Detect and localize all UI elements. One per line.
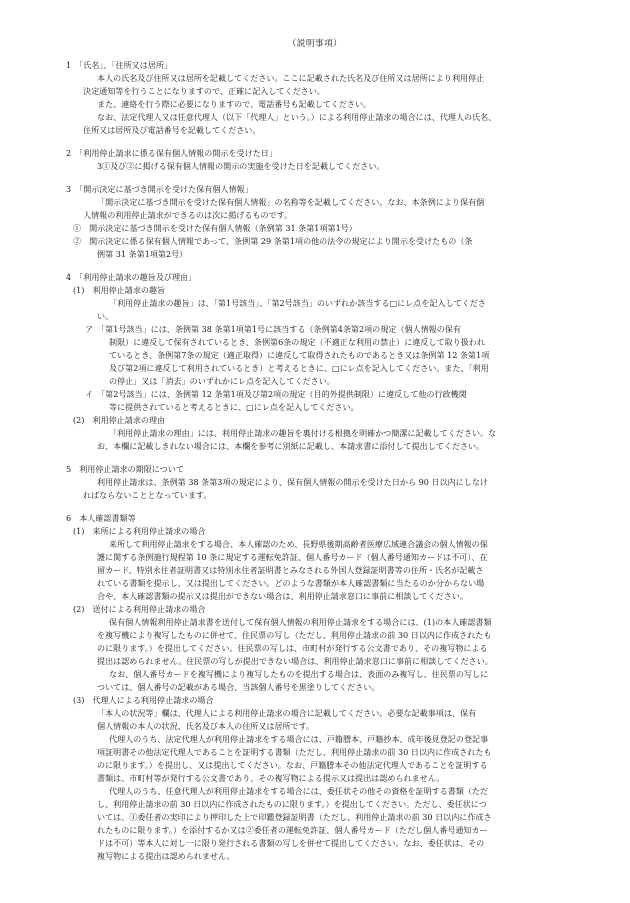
text-line: なお、法定代理人又は任意代理人（以下「代理人」という。）による利用停止請求の場合には、代理人の氏名、 — [97, 113, 497, 122]
text-line: 「開示決定に基づき開示を受けた保有個人情報」の名称等を記載してください。なお、本条例により保有個 — [97, 198, 485, 207]
section-4-heading: 4 「利用停止請求の趣旨及び理由」 — [66, 273, 197, 282]
text-line: 「利用停止請求の趣旨」は、「第1号該当」、「第2号該当」のいずれか該当する□にレ点を記入してくださ — [109, 299, 486, 308]
text-line: お、本欄に記載しきれない場合には、本欄を参考に別紙に記載し、本請求書に添付して提出してください。 — [97, 442, 485, 451]
subsection-heading: (1) 来所による利用停止請求の場合 — [73, 527, 206, 536]
text-line: 「本人の状況等」欄は、代理人による利用停止請求の場合に記載してください。必要な記載事項は、保有 — [97, 709, 477, 718]
section-5-heading: 5 利用停止請求の期限について — [66, 465, 184, 474]
subsection-heading: (1) 利用停止請求の趣旨 — [73, 286, 166, 295]
text-line: のに限ります。）を提出し、又は提出してください。なお、戸籍謄本その他法定代理人であることを証明する — [97, 761, 488, 770]
text-line: ているとき、条例第7条の規定（適正取得）に違反して取得されたものであるとき又は条例第 12 条第1項 — [109, 351, 490, 360]
section-3-heading: 3 「開示決定に基づき開示を受けた保有個人情報」 — [66, 185, 253, 194]
text-line: 提出は認められません。住民票の写しが提出できない場合は、利用停止請求窓口に事前に相談してください。 — [97, 657, 493, 666]
text-line: ア 「第1号該当」には、条例第 38 条第1項第1号に該当する（条例第4条第2項の規定（個人情報の保有 — [85, 325, 461, 334]
section-2-heading: 2 「利用停止請求に係る保有個人情報の開示を受けた日」 — [66, 149, 277, 158]
document-title: （説明事項） — [287, 39, 343, 49]
text-line: 等に提供されていると考えるときに、□にレ点を記入してください。 — [109, 403, 359, 412]
text-line: 制限）に違反して保有されているとき、条例第6条の規定（不適正な利用の禁止）に違反して取り扱われ — [109, 338, 485, 347]
text-line: の停止」又は「消去」のいずれかにレ点を記入してください。 — [109, 377, 335, 386]
text-line: 保有個人情報利用停止請求書を送付して保有個人情報の利用停止請求をする場合には、(1)の本人確認書類 — [109, 618, 492, 627]
text-line: 例第 31 条第1項第2号） — [97, 250, 188, 259]
text-line: 及び第2項に違反して利用されているとき）と考えるときに、□にレ点を記入してください。また、「利用 — [109, 364, 489, 373]
text-line: し、利用停止請求の前 30 日以内に作成されたものに限ります。）を提出してください。ただし、委任状につ — [97, 800, 487, 809]
text-line: 決定通知等を行うことになりますので、正確に記入してください。 — [83, 87, 325, 96]
text-line: ればならないこととなっています。 — [83, 491, 212, 500]
text-line: ② 開示決定に係る保有個人情報であって、条例第 29 条第1項の他の法令の規定により開示を受けたもの（条 — [73, 237, 473, 246]
text-line: 護に関する条例施行規程第 10 条に規定する運転免許証、個人番号カード（個人番号通知カードは不可）、在 — [97, 553, 488, 562]
text-line: 人情報の利用停止請求ができるのは次に掲げるものです。 — [83, 211, 293, 220]
text-line: 利用停止請求は、条例第 38 条第3項の規定により、保有個人情報の開示を受けた日から 90 日以内にしなけ — [97, 478, 488, 487]
text-line: 留カード、特別永住者証明書又は特別永住者証明書とみなされる外国人登録証明書等の住所・氏名が記載さ — [97, 566, 484, 575]
section-6-heading: 6 本人確認書類等 — [66, 514, 136, 523]
text-line: のに限ります。）を提出してください。住民票の写しは、市町村が発行する公文書であり、その複写物による — [97, 644, 488, 653]
text-line: 3①及び②に掲げる保有個人情報の開示の実施を受けた日を記載してください。 — [97, 162, 385, 171]
subsection-heading: (2) 送付による利用停止請求の場合 — [73, 605, 206, 614]
text-line: れている書類を提示し、又は提出してください。どのような書類が本人確認書類に当たるのか分からない場 — [97, 579, 485, 588]
text-line: 住所又は居所及び電話番号を記載してください。 — [83, 126, 261, 135]
text-line: 合や、本人確認書類の提示又は提出ができない場合は、利用停止請求窓口に事前に相談してください。 — [97, 592, 468, 601]
text-line: 項証明書その他法定代理人であることを証明する書類（ただし、利用停止請求の前 30 日以内に作成されたも — [97, 748, 492, 757]
text-line: ① 開示決定に基づき開示を受けた保有個人情報（条例第 31 条第1項第1号） — [73, 224, 357, 233]
text-line: また、連絡を行う際に必要になりますので、電話番号も記載してください。 — [97, 100, 372, 109]
text-line: い。 — [97, 312, 114, 321]
text-line: ついては、個人番号の記載がある場合、当該個人番号を黒塗りしてください。 — [97, 683, 380, 692]
text-line: 代理人のうち、任意代理人が利用停止請求をする場合には、委任状その他その資格を証明する書類（ただ — [109, 787, 489, 796]
text-line: ドは不可）等本人に対し一に限り発行される書類の写しを併せて提出してください。なお、委任状は、その — [97, 839, 485, 848]
text-line: を複写機により複写したものに併せて、住民票の写し（ただし、利用停止請求の前 30 日以内に作成されたも — [97, 631, 492, 640]
text-line: 代理人のうち、法定代理人が利用停止請求をする場合には、戸籍謄本、戸籍抄本、成年後見登記の登記事 — [109, 735, 489, 744]
subsection-heading: (2) 利用停止請求の理由 — [73, 416, 166, 425]
text-line: 来所して利用停止請求をする場合、本人確認のため、長野県後期高齢者医療広域連合議会の個人情報の保 — [109, 540, 488, 549]
text-line: 「利用停止請求の理由」には、利用停止請求の趣旨を裏付ける根拠を明確かつ簡潔に記載してください。な — [109, 429, 497, 438]
subsection-heading: (3) 代理人による利用停止請求の場合 — [73, 696, 214, 705]
section-1-heading: 1 「氏名」、「住所又は居所」 — [66, 61, 173, 70]
text-line: いては、①委任者の実印により押印した上で印鑑登録証明書（ただし、利用停止請求の前 30 日以内に作成さ — [97, 813, 492, 822]
text-line: なお、個人番号カードを複写機により複写したものを提出する場合は、表面のみ複写し、住民票の写しに — [109, 670, 489, 679]
text-line: れたものに限ります。）を添付するか又は②委任者の運転免許証、個人番号カード（ただし個人番号通知カー — [97, 826, 488, 835]
text-line: 書類は、市町村等が発行する公文書であり、その複写物による提示又は提出は認められません。 — [97, 774, 445, 783]
text-line: 複写物による提出は認められません。 — [97, 852, 235, 861]
text-line: イ 「第2号該当」には、条例第 12 条第1項及び第2項の規定（目的外提供制限）に違反して他の行政機関 — [85, 390, 467, 399]
text-line: 本人の氏名及び住所又は居所を記載してください。ここに記載された氏名及び住所又は居所により利用停止 — [97, 74, 485, 83]
text-line: 個人情報の本人の状況、氏名及び本人の住所又は居所です。 — [97, 722, 315, 731]
